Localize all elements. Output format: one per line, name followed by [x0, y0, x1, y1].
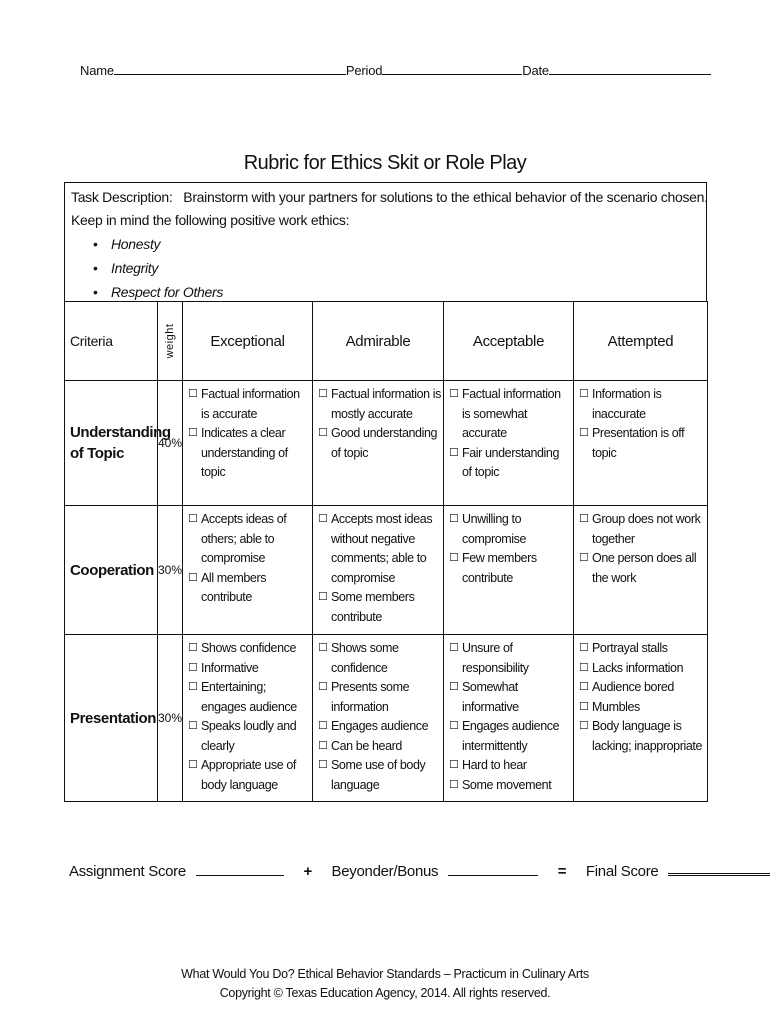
weight-header [158, 302, 183, 381]
criterion-label: Understanding of Topic [65, 381, 158, 506]
checklist-item [579, 698, 705, 718]
bonus-label: Beyonder/Bonus [331, 863, 439, 880]
final-score-label: Final Score [585, 863, 659, 880]
checkbox-icon[interactable] [188, 678, 201, 717]
checkbox-icon[interactable] [449, 510, 462, 549]
checkbox-icon[interactable] [579, 639, 592, 659]
final-score-field[interactable] [668, 859, 770, 876]
checklist-item-text: Fair understanding of topic [462, 445, 560, 479]
ethics-item-integrity: • Integrity [93, 256, 700, 280]
rubric-cell [444, 506, 574, 635]
checklist-item-text: Indicates a clear understanding of topic [201, 426, 288, 479]
checklist-item-text: Some movement [462, 777, 552, 792]
checkbox-icon[interactable] [579, 678, 592, 698]
checklist-item-text: Accepts ideas of others; able to compromise [201, 512, 287, 565]
rubric-cell [313, 635, 444, 802]
checklist-item [318, 717, 441, 737]
checklist-item-text: Accepts most ideas without negative comments; able to compromise [331, 512, 433, 585]
checklist-item [188, 385, 310, 424]
checkbox-icon[interactable] [318, 756, 331, 795]
period-field[interactable] [382, 62, 522, 75]
checklist-item-text: Group does not work together [592, 512, 701, 546]
level-header-admirable: Admirable [313, 302, 444, 381]
equals-sign: = [557, 863, 567, 880]
checklist-item [318, 678, 441, 717]
checkbox-icon[interactable] [318, 510, 331, 588]
checklist-item-text: Few members contribute [462, 551, 537, 585]
checklist-item-text: Information is inaccurate [592, 387, 662, 421]
checklist-item-text: Engages audience intermittently [462, 719, 560, 753]
assignment-score-field[interactable] [196, 861, 284, 876]
rubric-cell [313, 381, 444, 506]
checkbox-icon[interactable] [188, 756, 201, 795]
name-label: Name [80, 63, 114, 78]
period-label: Period [345, 63, 383, 78]
checklist-item [188, 717, 310, 756]
checklist-item [449, 510, 571, 549]
checkbox-icon[interactable] [188, 659, 201, 679]
plus-sign: + [303, 863, 312, 880]
rubric-header-row [65, 302, 708, 381]
rubric-row-cooperation [65, 506, 708, 635]
checklist-item-text: Entertaining; engages audience [201, 680, 297, 714]
checklist-item [188, 659, 310, 679]
checkbox-icon[interactable] [579, 549, 592, 588]
checkbox-icon[interactable] [579, 717, 592, 756]
checklist-item-text: Shows some confidence [331, 641, 399, 675]
rubric-cell [183, 381, 313, 506]
rubric-cell [313, 506, 444, 635]
footer-line-1: What Would You Do? Ethical Behavior Standards – Practicum in Culinary Arts [181, 967, 589, 981]
checkbox-icon[interactable] [188, 510, 201, 569]
checklist-item-text: Appropriate use of body language [201, 758, 296, 792]
checklist-item [318, 588, 441, 627]
checkbox-icon[interactable] [318, 717, 331, 737]
checklist-item-text: Good understanding of topic [331, 426, 438, 460]
checklist-item-text: Mumbles [592, 699, 640, 714]
checkbox-icon[interactable] [188, 424, 201, 483]
checklist-item [318, 510, 441, 588]
student-info-line [80, 62, 711, 78]
rubric-cell [574, 506, 708, 635]
checklist-item [579, 678, 705, 698]
keep-in-mind-text: Keep in mind the following positive work ethics: [71, 212, 350, 228]
criterion-label: Presentation [65, 635, 158, 802]
task-description-label: Task Description: [71, 189, 173, 205]
checklist-item [449, 678, 571, 717]
checkbox-icon[interactable] [579, 698, 592, 718]
checkbox-icon[interactable] [188, 569, 201, 608]
ethics-item-honesty: • Honesty [93, 232, 700, 256]
checkbox-icon[interactable] [318, 588, 331, 627]
checklist-item-text: Portrayal stalls [592, 641, 668, 655]
checklist-item-text: Factual information is accurate [201, 387, 300, 421]
checklist-item [318, 424, 441, 463]
rubric-cell [444, 381, 574, 506]
checklist-item [449, 776, 571, 796]
checklist-item [318, 737, 441, 757]
checklist-item-text: Presentation is off topic [592, 426, 685, 460]
rubric-cell [183, 635, 313, 802]
task-description-box [64, 182, 707, 302]
checkbox-icon[interactable] [318, 639, 331, 678]
checklist-item-text: Lacks information [592, 660, 684, 675]
checklist-item [318, 639, 441, 678]
checklist-item-text: Hard to hear [462, 758, 527, 772]
footer-copyright: Copyright © Texas Education Agency, 2014. All rights reserved. [219, 986, 551, 1000]
checklist-item [188, 639, 310, 659]
checklist-item-text: All members contribute [201, 570, 267, 604]
ethics-item-respect: • Respect for Others [93, 280, 700, 304]
rubric-row-understanding [65, 381, 708, 506]
checkbox-icon[interactable] [318, 737, 331, 757]
checkbox-icon[interactable] [449, 756, 462, 776]
page-title: Rubric for Ethics Skit or Role Play [243, 152, 527, 174]
checkbox-icon[interactable] [449, 678, 462, 717]
checkbox-icon[interactable] [318, 385, 331, 424]
checklist-item [579, 510, 705, 549]
checklist-item [449, 639, 571, 678]
checklist-item [579, 424, 705, 463]
date-label: Date [522, 63, 549, 78]
date-field[interactable] [549, 62, 711, 75]
checkbox-icon[interactable] [449, 385, 462, 444]
checklist-item [579, 549, 705, 588]
task-description-line [71, 186, 708, 209]
checkbox-icon[interactable] [579, 385, 592, 424]
checklist-item [188, 424, 310, 483]
checklist-item-text: Factual information is somewhat accurate [462, 387, 561, 440]
checkbox-icon[interactable] [449, 444, 462, 483]
checklist-item-text: Body language is lacking; inappropriate [592, 719, 703, 753]
rubric-cell [183, 506, 313, 635]
checkbox-icon[interactable] [318, 678, 331, 717]
criteria-header: Criteria [65, 302, 158, 381]
weight-value: 40% [158, 381, 183, 506]
checklist-item-text: Speaks loudly and clearly [201, 719, 297, 753]
score-line [69, 859, 770, 880]
checklist-item-text: Unsure of responsibility [462, 641, 529, 675]
rubric-cell [574, 381, 708, 506]
bonus-score-field[interactable] [448, 861, 538, 876]
checklist-item [188, 678, 310, 717]
checklist-item-text: Somewhat informative [462, 680, 519, 714]
checklist-item [579, 659, 705, 679]
footer [0, 965, 770, 1003]
checkbox-icon[interactable] [579, 659, 592, 679]
name-field[interactable] [114, 62, 346, 75]
checklist-item-text: One person does all the work [592, 551, 697, 585]
checklist-item-text: Informative [201, 660, 259, 675]
checklist-item [449, 385, 571, 444]
checkbox-icon[interactable] [188, 639, 201, 659]
weight-value: 30% [158, 506, 183, 635]
weight-value: 30% [158, 635, 183, 802]
checklist-item-text: Some members contribute [331, 590, 415, 624]
weight-header-label: weight [164, 323, 176, 359]
checklist-item-text: Engages audience [331, 719, 429, 733]
checklist-item [579, 717, 705, 756]
ethics-list [71, 232, 700, 304]
checklist-item-text: Some use of body language [331, 758, 426, 792]
rubric-row-presentation [65, 635, 708, 802]
rubric-cell [574, 635, 708, 802]
checklist-item [188, 510, 310, 569]
checklist-item [318, 756, 441, 795]
rubric-table [64, 301, 708, 802]
level-header-attempted: Attempted [574, 302, 708, 381]
task-description-text: Brainstorm with your partners for solutions to the ethical behavior of the scenario chosen. [183, 189, 708, 205]
checkbox-icon[interactable] [449, 776, 462, 796]
checklist-item-text: Can be heard [331, 738, 402, 753]
checklist-item-text: Factual information is mostly accurate [331, 387, 441, 421]
checklist-item [188, 756, 310, 795]
checklist-item-text: Audience bored [592, 680, 674, 694]
checklist-item [579, 639, 705, 659]
checkbox-icon[interactable] [188, 385, 201, 424]
checklist-item [449, 444, 571, 483]
checkbox-icon[interactable] [579, 510, 592, 549]
checklist-item-text: Unwilling to compromise [462, 512, 527, 546]
criterion-label: Cooperation [65, 506, 158, 635]
checklist-item [449, 756, 571, 776]
checklist-item-text: Presents some information [331, 680, 410, 714]
checkbox-icon[interactable] [449, 639, 462, 678]
checkbox-icon[interactable] [318, 424, 331, 463]
assignment-score-label: Assignment Score [69, 863, 186, 880]
level-header-acceptable: Acceptable [444, 302, 574, 381]
checklist-item [579, 385, 705, 424]
checkbox-icon[interactable] [579, 424, 592, 463]
checkbox-icon[interactable] [188, 717, 201, 756]
checkbox-icon[interactable] [449, 549, 462, 588]
checklist-item [449, 549, 571, 588]
rubric-cell [444, 635, 574, 802]
checklist-item [188, 569, 310, 608]
checklist-item [318, 385, 441, 424]
level-header-exceptional: Exceptional [183, 302, 313, 381]
checklist-item-text: Shows confidence [201, 641, 297, 655]
checkbox-icon[interactable] [449, 717, 462, 756]
checklist-item [449, 717, 571, 756]
